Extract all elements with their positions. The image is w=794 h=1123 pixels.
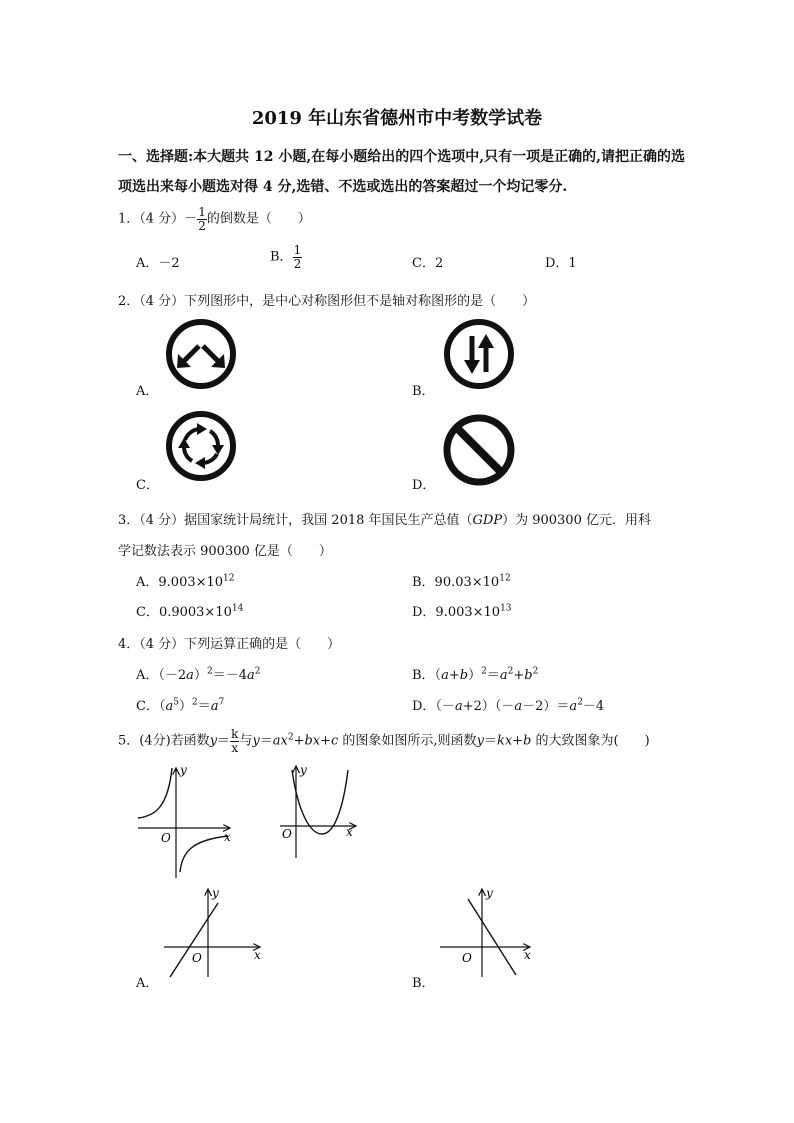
q4-c-0: C．（ bbox=[136, 699, 166, 714]
q5-quad-a: ax bbox=[272, 733, 288, 749]
q5-y1: y bbox=[209, 733, 218, 749]
up-down-arrows-icon bbox=[443, 318, 515, 390]
q4-b-9: + bbox=[513, 668, 525, 683]
q1-suffix: 的倒数是（ ） bbox=[206, 211, 311, 227]
page-title: 2019 年山东省德州市中考数学试卷 bbox=[251, 108, 543, 129]
q2-label-c: C． bbox=[136, 478, 159, 493]
q1-option-c: C．2 bbox=[412, 256, 444, 271]
q4-b-0: B．（ bbox=[412, 668, 442, 683]
q3-option-a bbox=[136, 571, 235, 590]
q3-option-c-base: C．0.9003×10 bbox=[136, 605, 232, 620]
q5-mid: 与 bbox=[239, 733, 253, 749]
q4-b-5: 2 bbox=[481, 666, 487, 677]
section-heading-line1: 一、选择题:本大题共 12 小题,在每小题给出的四个选项中,只有一项是正确的,请把正确的选 bbox=[118, 149, 686, 165]
q5-suffix: 的大致图象为( ) bbox=[531, 733, 650, 749]
q4-d-4: －2）＝ bbox=[522, 699, 570, 714]
q2-label-d: D． bbox=[412, 478, 436, 493]
parabola-x-label: x bbox=[346, 825, 353, 839]
q4-option-b bbox=[412, 664, 538, 683]
q3-option-d-base: D．9.003×10 bbox=[412, 605, 501, 620]
q5-quad-exp: 2 bbox=[287, 732, 294, 743]
q5-label-b: B． bbox=[412, 976, 435, 991]
q4-d-1: a bbox=[454, 699, 463, 714]
q4-c-2: 5 bbox=[173, 697, 179, 708]
q3-line1-a: 3．（4 分）据国家统计局统计，我国 2018 年国民生产总值（ bbox=[118, 513, 473, 528]
option-b-origin-label: O bbox=[462, 951, 472, 965]
q3-line1-b: ）为 900300 亿元．用科 bbox=[502, 513, 651, 528]
option-a-x-label: x bbox=[254, 948, 261, 962]
q4-d-2: +2）（－ bbox=[462, 699, 515, 714]
q4-b-11: 2 bbox=[532, 666, 539, 677]
q4-b-10: b bbox=[524, 668, 533, 683]
q1-option-d: D．1 bbox=[545, 256, 577, 271]
q5-eq3: ＝ bbox=[483, 733, 497, 749]
hyperbola-x-label: x bbox=[224, 830, 231, 844]
question-3-line1 bbox=[118, 509, 651, 528]
q3-option-b bbox=[412, 571, 511, 590]
q3-gdp: GDP bbox=[472, 513, 503, 528]
q4-option-c bbox=[136, 695, 224, 714]
q4-b-3: b bbox=[459, 668, 469, 683]
q4-a-6: 2 bbox=[254, 666, 261, 677]
option-a-y-label: y bbox=[212, 886, 219, 900]
q4-b-2: + bbox=[448, 668, 460, 683]
q4-c-7: 7 bbox=[218, 697, 225, 708]
q5-quad-rest: +bx+c bbox=[293, 733, 339, 749]
q4-d-3: a bbox=[514, 699, 523, 714]
circular-arrows-icon bbox=[165, 410, 237, 482]
hyperbola-graph bbox=[130, 762, 240, 880]
q4-option-d bbox=[412, 695, 604, 714]
q3-option-a-base: A．9.003×10 bbox=[136, 575, 224, 590]
q4-b-6: ＝ bbox=[486, 668, 500, 683]
q4-d-0: D．（－ bbox=[412, 699, 455, 714]
option-a-line-graph bbox=[160, 885, 270, 980]
q4-b-1: a bbox=[441, 668, 449, 683]
q4-option-a bbox=[136, 664, 260, 683]
q5-lin: kx+b bbox=[496, 733, 532, 749]
q3-option-a-exp: 12 bbox=[223, 573, 235, 584]
q4-b-8: 2 bbox=[507, 666, 514, 677]
q1-prefix: 1．（4 分）－ bbox=[118, 211, 198, 227]
q3-option-b-exp: 12 bbox=[499, 573, 511, 584]
q2-label-a: A． bbox=[136, 384, 159, 399]
q4-c-4: 2 bbox=[191, 697, 198, 708]
option-b-line-graph bbox=[436, 885, 546, 980]
q5-fraction bbox=[230, 728, 239, 754]
question-3-line2: 学记数法表示 900300 亿是（ ） bbox=[118, 544, 332, 559]
two-diagonal-arrows-icon bbox=[165, 318, 237, 390]
question-5 bbox=[118, 728, 650, 754]
question-1 bbox=[118, 206, 311, 232]
q5-frac-den: x bbox=[231, 740, 239, 755]
q5-y2: y bbox=[252, 733, 260, 749]
q4-b-4: ） bbox=[468, 668, 482, 683]
question-4: 4．（4 分）下列运算正确的是（ ） bbox=[118, 637, 341, 652]
q1-frac-den: 2 bbox=[198, 218, 206, 233]
q4-c-6: a bbox=[210, 699, 219, 714]
q2-label-b: B． bbox=[412, 384, 435, 399]
q1-option-a: A．－2 bbox=[136, 256, 180, 271]
section-heading-line2: 项选出来每小题选对得 4 分,选错、不选或选出的答案超过一个均记零分. bbox=[118, 179, 568, 195]
q1-option-b-fraction bbox=[293, 244, 303, 270]
parabola-graph bbox=[276, 762, 366, 860]
q5-y3: y bbox=[476, 733, 484, 749]
q3-option-b-base: B．90.03×10 bbox=[412, 575, 500, 590]
q4-d-7: －4 bbox=[582, 699, 605, 714]
q4-c-3: ） bbox=[178, 699, 192, 714]
q5-frac-num: k bbox=[231, 727, 239, 741]
q3-option-c bbox=[136, 601, 243, 620]
q5-label-a: A． bbox=[136, 976, 159, 991]
q4-a-5: a bbox=[246, 668, 255, 683]
q4-c-5: ＝ bbox=[197, 699, 211, 714]
q1-option-b-num: 1 bbox=[293, 243, 302, 257]
q4-d-6: 2 bbox=[577, 697, 583, 708]
q1-option-b-den: 2 bbox=[293, 256, 302, 271]
option-b-y-label: y bbox=[486, 886, 493, 900]
hyperbola-y-label: y bbox=[180, 763, 187, 777]
q1-option-b-label: B． bbox=[270, 249, 293, 265]
q4-a-4: ＝－4 bbox=[212, 668, 247, 683]
q4-c-1: a bbox=[165, 699, 174, 714]
q5-mid2: 的图象如图所示,则函数 bbox=[338, 733, 477, 749]
q5-prefix: 5．(4分)若函数 bbox=[118, 733, 210, 749]
q5-eq: ＝ bbox=[217, 733, 231, 749]
q4-b-7: a bbox=[499, 668, 508, 683]
q3-option-d bbox=[412, 601, 512, 620]
q4-a-3: 2 bbox=[206, 666, 213, 677]
q4-d-5: a bbox=[569, 699, 578, 714]
option-b-x-label: x bbox=[524, 948, 531, 962]
q4-a-2: ） bbox=[193, 668, 207, 683]
q5-eq2: ＝ bbox=[259, 733, 273, 749]
parabola-y-label: y bbox=[300, 763, 307, 777]
hyperbola-origin-label: O bbox=[161, 831, 171, 845]
q4-a-0: A．（－2 bbox=[136, 668, 187, 683]
question-2: 2．（4 分）下列图形中，是中心对称图形但不是轴对称图形的是（ ） bbox=[118, 294, 536, 309]
q3-option-d-exp: 13 bbox=[500, 603, 512, 614]
q3-option-c-exp: 14 bbox=[231, 603, 244, 614]
parabola-origin-label: O bbox=[282, 827, 292, 841]
q4-a-1: a bbox=[186, 668, 194, 683]
q1-frac-num: 1 bbox=[198, 205, 206, 219]
no-entry-sign-icon bbox=[443, 414, 515, 486]
option-a-origin-label: O bbox=[192, 951, 202, 965]
q1-fraction bbox=[197, 206, 207, 232]
q1-option-b bbox=[270, 244, 302, 270]
